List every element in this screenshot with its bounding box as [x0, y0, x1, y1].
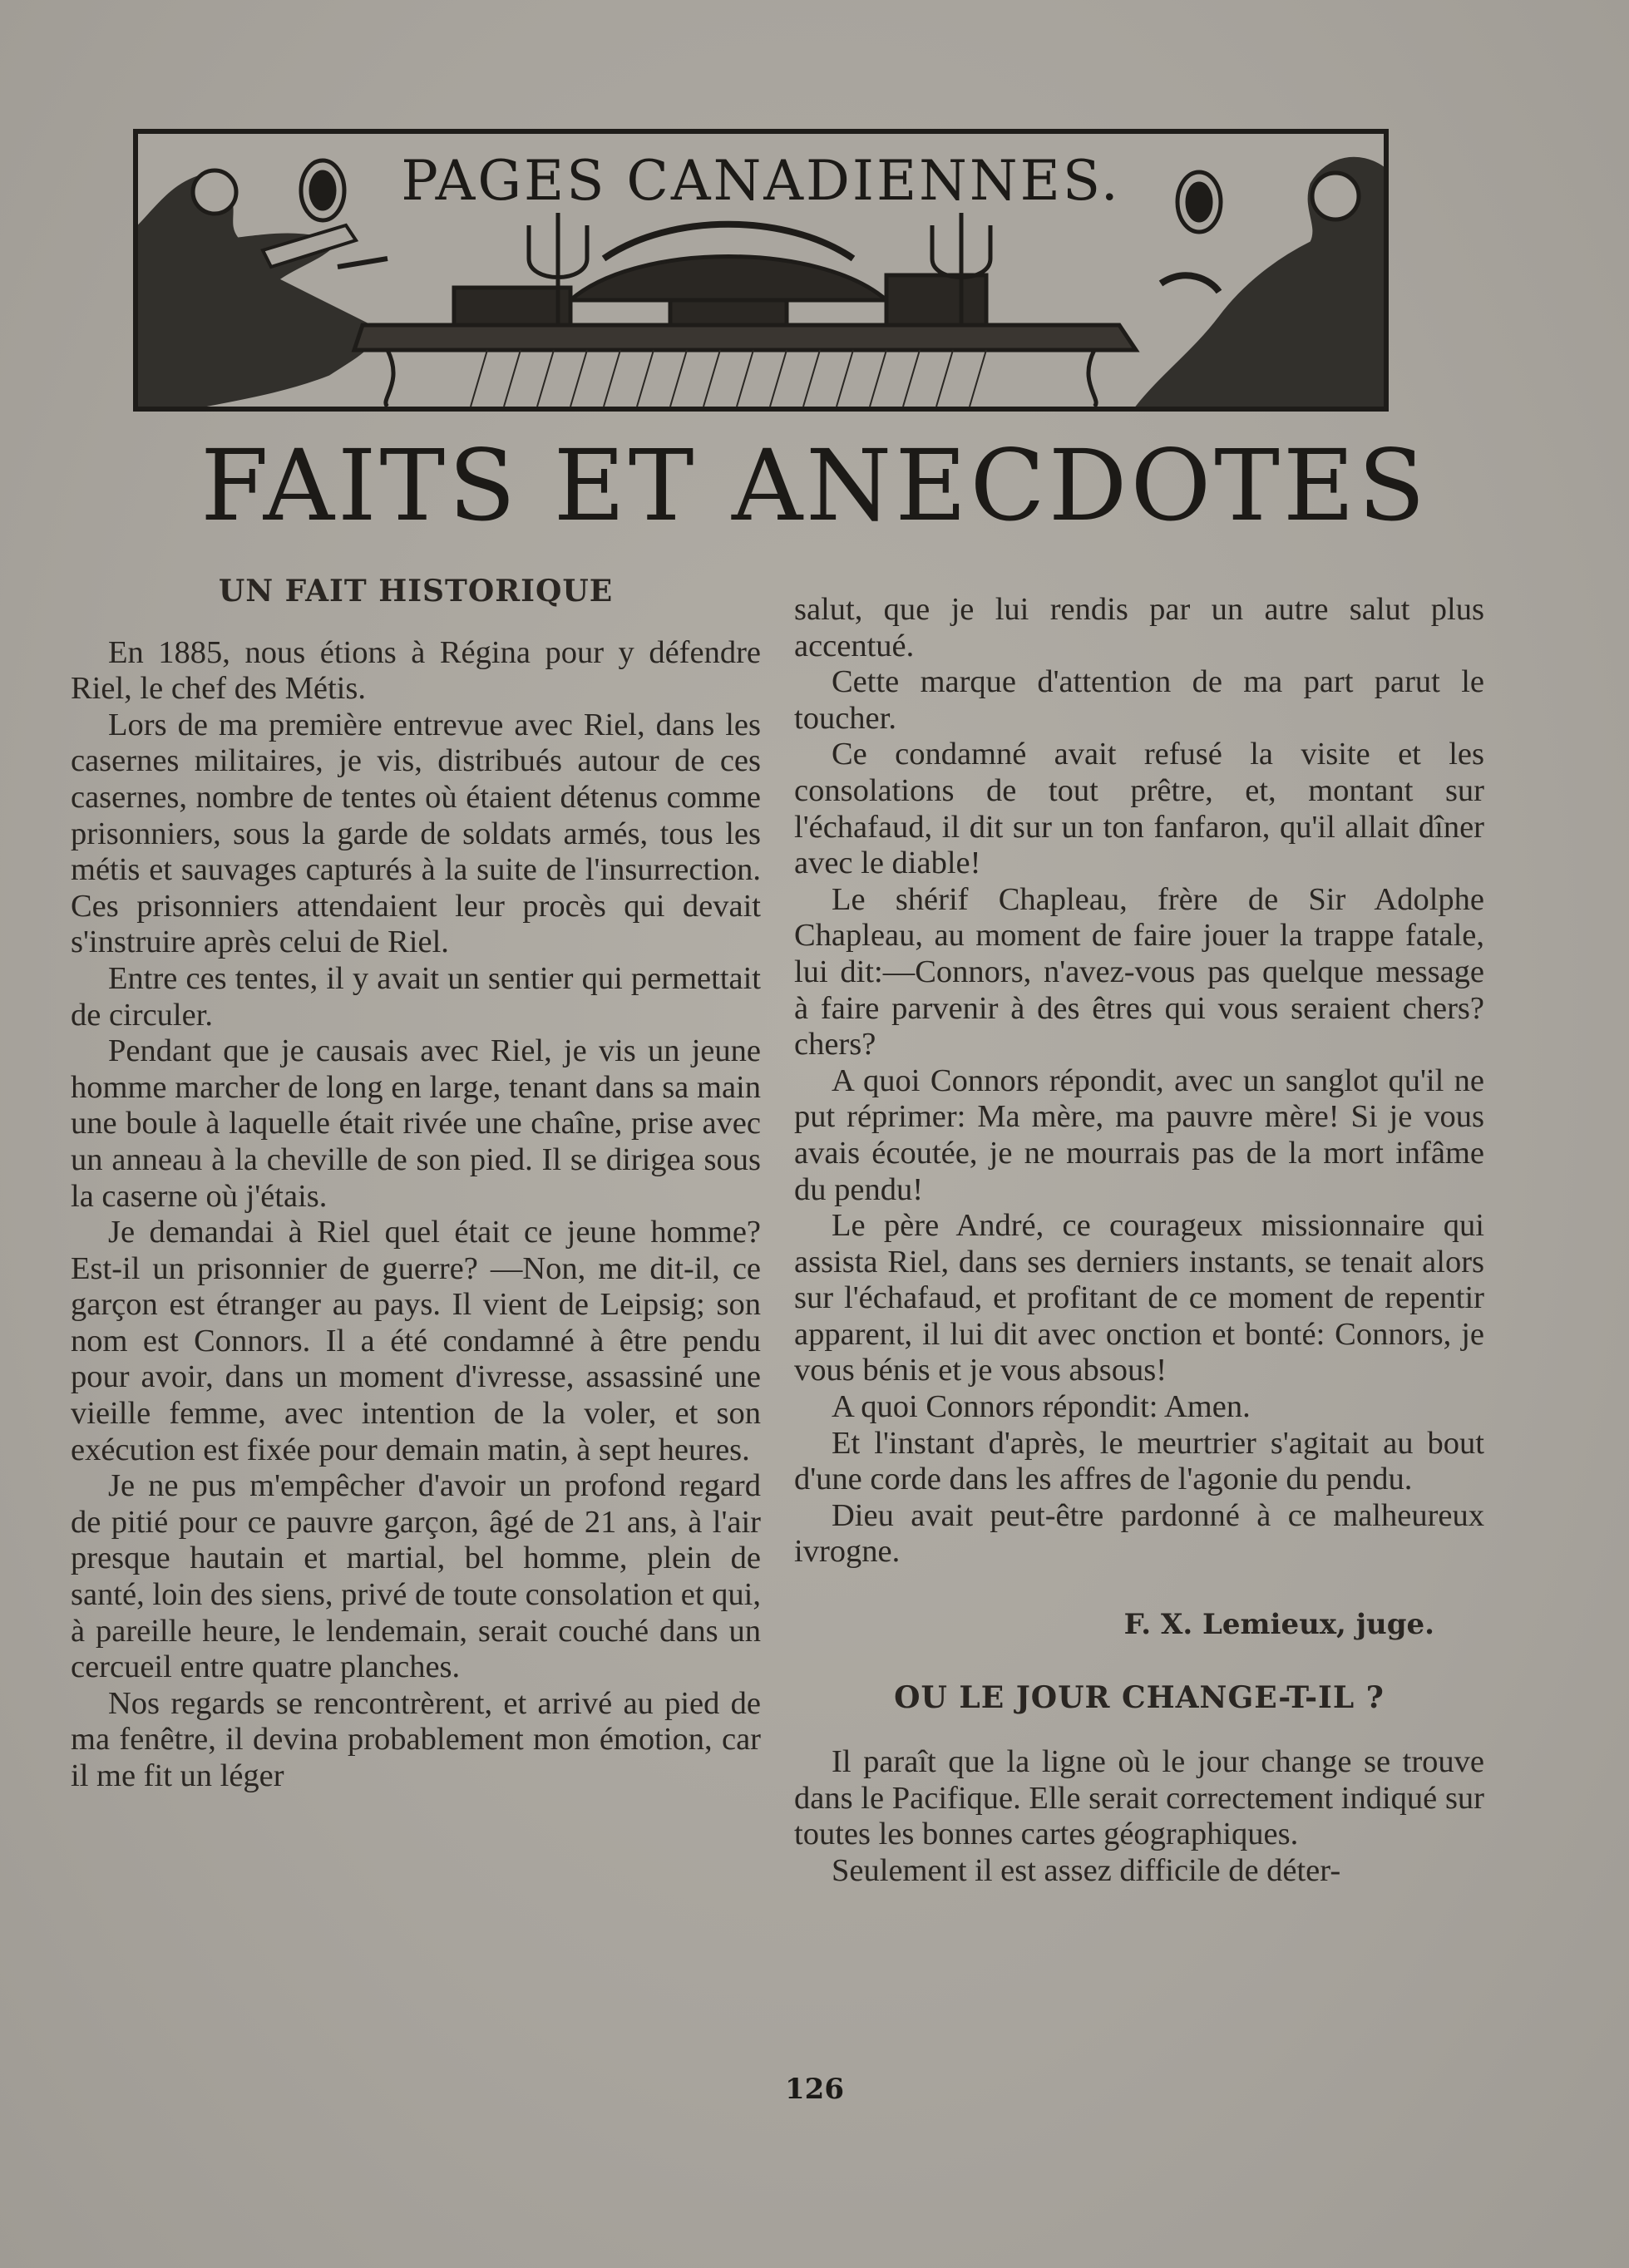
paragraph: A quoi Connors répondit, avec un sanglot qu'il ne put réprimer: Ma mère, ma pauvre mère! Si je vous avais écoutée, je ne mourrais pas de la mort infâme du pendu!: [794, 1063, 1484, 1207]
left-column: [71, 574, 761, 1795]
paragraph: Je demandai à Riel quel était ce jeune homme? Est-il un prisonnier de guerre? —Non, me dit-il, ce garçon est étranger au pays. Il vient de Leipsig; son nom est Connors. Il a été condamné à être pendu pour avoir, dans un moment d'ivresse, assassiné une vieille femme, avec intention de la voler, et son exécution est fixée pour demain matin, à sept heures.: [71, 1215, 761, 1467]
paragraph: A quoi Connors répondit: Amen.: [832, 1389, 1251, 1425]
page-title: FAITS ET ANECDOTES: [200, 428, 1429, 543]
paragraph: Dieu avait peut-être pardonné à ce malheureux ivrogne.: [794, 1497, 1484, 1570]
header-banner: [133, 129, 1389, 412]
paragraph: Le père André, ce courageux missionnaire qui assista Riel, dans ses derniers instants, se tenait alors sur l'échafaud, et profitant de ce moment de repentir apparent, il lui dit avec onction et bonté: Connors, je vous bénis et je vous absous!: [794, 1208, 1484, 1388]
paragraph: Il paraît que la ligne où le jour change se trouve dans le Pacifique. Elle serait correctement indiqué sur toutes les bonnes cartes géographiques.: [794, 1744, 1484, 1852]
paragraph: Seulement il est assez difficile de déter-: [832, 1853, 1341, 1888]
paragraph: Entre ces tentes, il y avait un sentier qui permettait de circuler.: [71, 960, 761, 1033]
paragraph: Pendant que je causais avec Riel, je vis un jeune homme marcher de long en large, tenant dans sa main une boule à laquelle était rivée une chaîne, prise avec un anneau à la cheville de son pied. Il se dirigea sous la caserne où j'étais.: [71, 1033, 761, 1214]
right-column: [794, 592, 1484, 1890]
paragraph: Ce condamné avait refusé la visite et les consolations de tout prêtre, et, montant sur l'échafaud, il dit sur un ton fanfaron, qu'il allait dîner avec le diable!: [794, 737, 1484, 881]
paragraph: Le shérif Chapleau, frère de Sir Adolphe Chapleau, au moment de faire jouer la trappe fatale, lui dit:—Connors, n'avez-vous pas quelque message à faire parvenir à des êtres qui vous seraient chers? chers?: [794, 881, 1484, 1063]
paragraph: Cette marque d'attention de ma part parut le toucher.: [794, 664, 1484, 736]
author-signature: F. X. Lemieux, juge.: [1123, 1608, 1434, 1642]
paragraph: salut, que je lui rendis par un autre salut plus accentué.: [794, 592, 1484, 663]
banner-title: PAGES CANADIENNES.: [401, 149, 1121, 213]
section-heading: UN FAIT HISTORIQUE: [218, 574, 614, 609]
paragraph: Lors de ma première entrevue avec Riel, dans les casernes militaires, je vis, distribués autour de ces casernes, nombre de tentes où étaient détenus comme prisonniers, sous la garde de soldats armés, tous les métis et sauvages capturés à la suite de l'insurrection. Ces prisonniers attendaient leur procès qui devait s'instruire après celui de Riel.: [71, 707, 761, 960]
paragraph: Et l'instant d'après, le meurtrier s'agitait au bout d'une corde dans les affres de l'agonie du pendu.: [794, 1425, 1484, 1497]
page-number: 126: [785, 2073, 844, 2106]
paragraph: Je ne pus m'empêcher d'avoir un profond regard de pitié pour ce pauvre garçon, âgé de 21 ans, à l'air presque hautain et martial, bel homme, plein de santé, loin des siens, privé de toute consolation et qui, à pareille heure, le lendemain, serait couché dans un cercueil entre quatre planches.: [71, 1468, 761, 1685]
paragraph: Nos regards se rencontrèrent, et arrivé au pied de ma fenêtre, il devina probablement mon émotion, car il me fit un léger: [71, 1685, 761, 1793]
paragraph: En 1885, nous étions à Régina pour y défendre Riel, le chef des Métis.: [71, 634, 761, 707]
section-heading-2: OU LE JOUR CHANGE-T-IL ?: [894, 1679, 1385, 1715]
